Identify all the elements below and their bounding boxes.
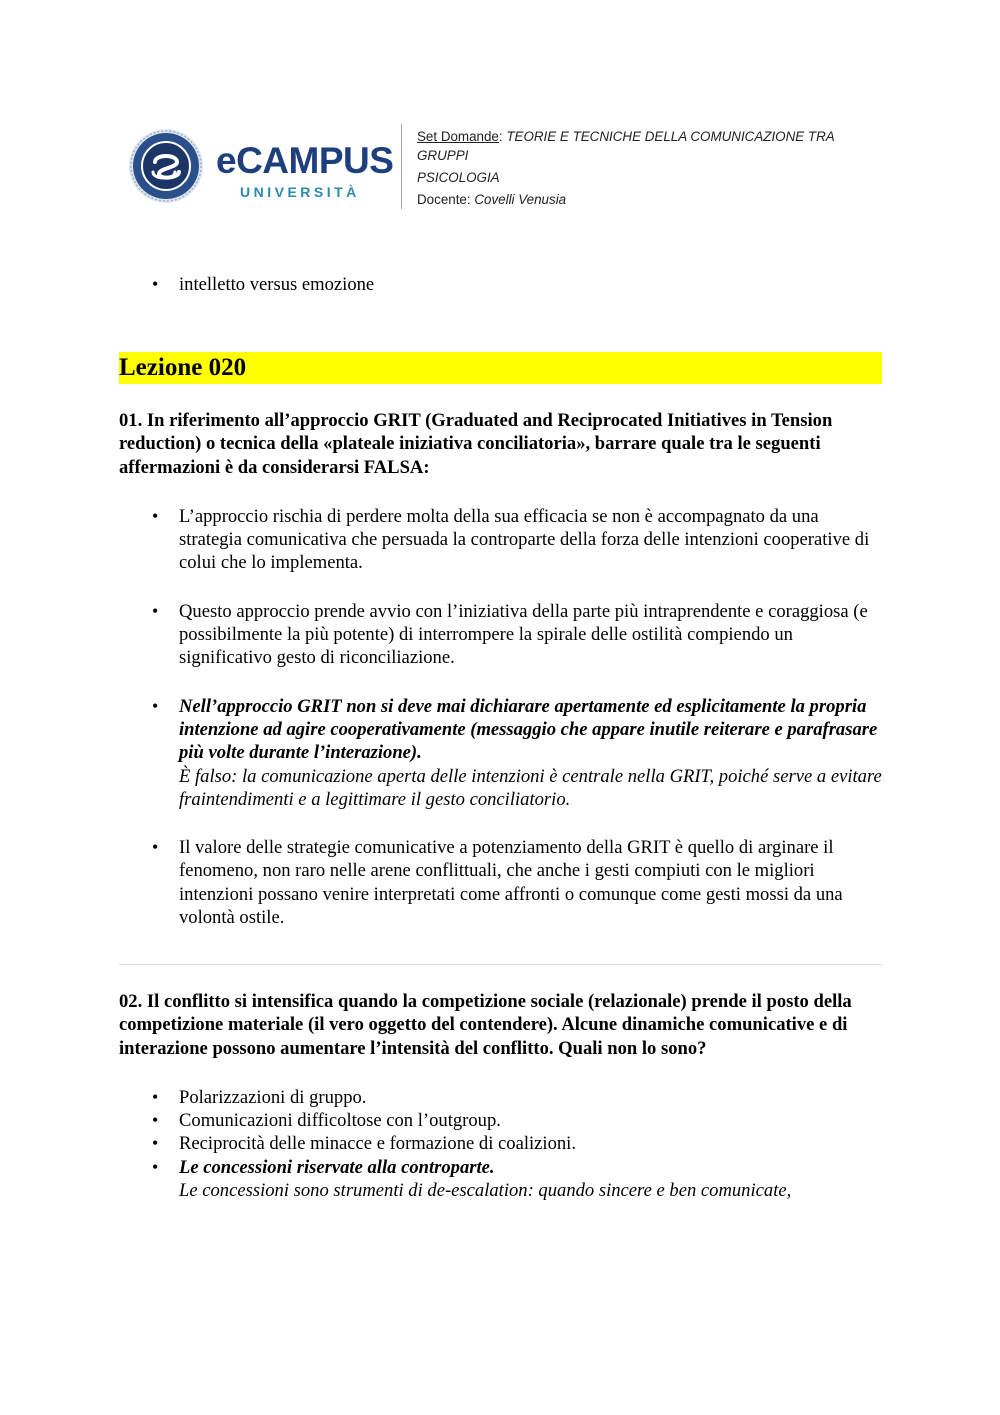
- answer-option: • Reciprocità delle minacce e formazione di coalizioni.: [152, 1133, 576, 1155]
- question-text: 02. Il conflitto si intensifica quando la competizione sociale (relazionale) prende il posto della competizione materiale (il vero oggetto del contendere). Alcune dinamiche comunicative e di interazione possono aumentare l’intensità del conflitto. Quali non lo sono?: [119, 991, 852, 1059]
- correct-answer-option: • Nell’approccio GRIT non si deve mai dichiarare apertamente ed esplicitamente la propria intenzione ad agire cooperativamente (messaggio che appare inutile reiterare e parafrasare più volte durante l’interazione). È falso: la comunicazione aperta delle intenzioni è centrale nella GRIT, poiché serve a evitare fraintendimenti e a legittimare il gesto conciliatorio.: [152, 695, 882, 810]
- answer-explanation: Le concessioni sono strumenti di de-escalation: quando sincere e ben comunicate,: [179, 1180, 792, 1202]
- course-title: TEORIE E TECNICHE DELLA COMUNICAZIONE TRA GRUPPI: [417, 129, 835, 163]
- answer-explanation: È falso: la comunicazione aperta delle intenzioni è centrale nella GRIT, poiché serve a evitare fraintendimenti e a legittimare il gesto conciliatorio.: [179, 765, 882, 810]
- answer-option-text: Comunicazioni difficoltose con l’outgroup.: [179, 1110, 501, 1132]
- header-divider: [401, 124, 402, 209]
- lesson-title: Lezione 020: [119, 354, 247, 381]
- brand-subtitle: UNIVERSITÀ: [240, 184, 360, 200]
- faculty: PSICOLOGIA: [417, 170, 500, 185]
- teacher-line: Docente: Covelli Venusia: [417, 192, 567, 207]
- answer-option: • Questo approccio prende avvio con l’iniziativa della parte più intraprendente e coraggiosa (e possibilmente la più potente) di interrompere la spirale delle ostilità compiendo un significativo gesto di riconciliazione.: [152, 600, 868, 669]
- answer-option-text: Polarizzazioni di gruppo.: [179, 1086, 367, 1108]
- list-item-text: intelletto versus emozione: [179, 274, 375, 295]
- university-seal-icon: [128, 128, 204, 204]
- faculty-line: [417, 168, 887, 187]
- set-label: Set Domande: [417, 129, 499, 144]
- brand-name: eCAMPUS: [216, 140, 394, 181]
- section-divider: [119, 964, 882, 965]
- question-text: 01. In riferimento all’approccio GRIT (Graduated and Reciprocated Initiatives in Tension reduction) o tecnica della «plateale iniziativa conciliatoria», barrare quale tra le seguenti affermazioni è da considerarsi FALSA:: [119, 410, 833, 478]
- teacher-name: Covelli Venusia: [474, 192, 567, 207]
- page-header: [128, 124, 888, 214]
- teacher-label: Docente: [417, 192, 467, 207]
- answer-option: • L’approccio rischia di perdere molta della sua efficacia se non è accompagnato da una strategia comunicativa che persuada la controparte della forza delle intenzioni cooperative di colui che lo implementa.: [152, 505, 870, 574]
- correct-answer-text: Nell’approccio GRIT non si deve mai dichiarare apertamente ed esplicitamente la propria intenzione ad agire cooperativamente (messaggio che appare inutile reiterare e parafrasare più volte durante l’interazione).: [179, 695, 878, 764]
- correct-answer-text: Le concessioni riservate alla controparte.: [179, 1156, 495, 1178]
- answer-option: • Polarizzazioni di gruppo.: [152, 1086, 367, 1108]
- course-title-line: Set Domande: TEORIE E TECNICHE DELLA COMUNICAZIONE TRA GRUPPI: [417, 129, 835, 163]
- answer-option: • Comunicazioni difficoltose con l’outgroup.: [152, 1110, 501, 1132]
- question-2: [119, 990, 882, 1202]
- lesson-heading: [119, 352, 882, 384]
- answer-option-text: Questo approccio prende avvio con l’iniziativa della parte più intraprendente e coraggiosa (e possibilmente la più potente) di interrompere la spirale delle ostilità compiendo un significativo gesto di riconciliazione.: [179, 600, 868, 669]
- answer-option-text: L’approccio rischia di perdere molta della sua efficacia se non è accompagnato da una strategia comunicativa che persuada la controparte della forza delle intenzioni cooperative di colui che lo implementa.: [179, 505, 870, 574]
- question-1: [119, 409, 882, 929]
- previous-list: [119, 273, 882, 296]
- list-item: • intelletto versus emozione: [152, 274, 375, 295]
- correct-answer-option: • Le concessioni riservate alla controparte. Le concessioni sono strumenti di de-escalation: quando sincere e ben comunicate,: [152, 1156, 792, 1202]
- course-info: [417, 127, 887, 212]
- brand-logo: [216, 142, 396, 204]
- answer-option: • Il valore delle strategie comunicative a potenziamento della GRIT è quello di arginare il fenomeno, non raro nelle arene conflittuali, che anche i gesti compiuti con le migliori intenzioni possano venire interpretati come affronti o comunque come gesti mossi da una volontà ostile.: [152, 837, 843, 929]
- answer-option-text: Il valore delle strategie comunicative a potenziamento della GRIT è quello di arginare il fenomeno, non raro nelle arene conflittuali, che anche i gesti compiuti con le migliori intenzioni possano venire interpretati come affronti o comunque come gesti mossi da una volontà ostile.: [179, 837, 843, 929]
- answer-option-text: Reciprocità delle minacce e formazione di coalizioni.: [179, 1133, 576, 1155]
